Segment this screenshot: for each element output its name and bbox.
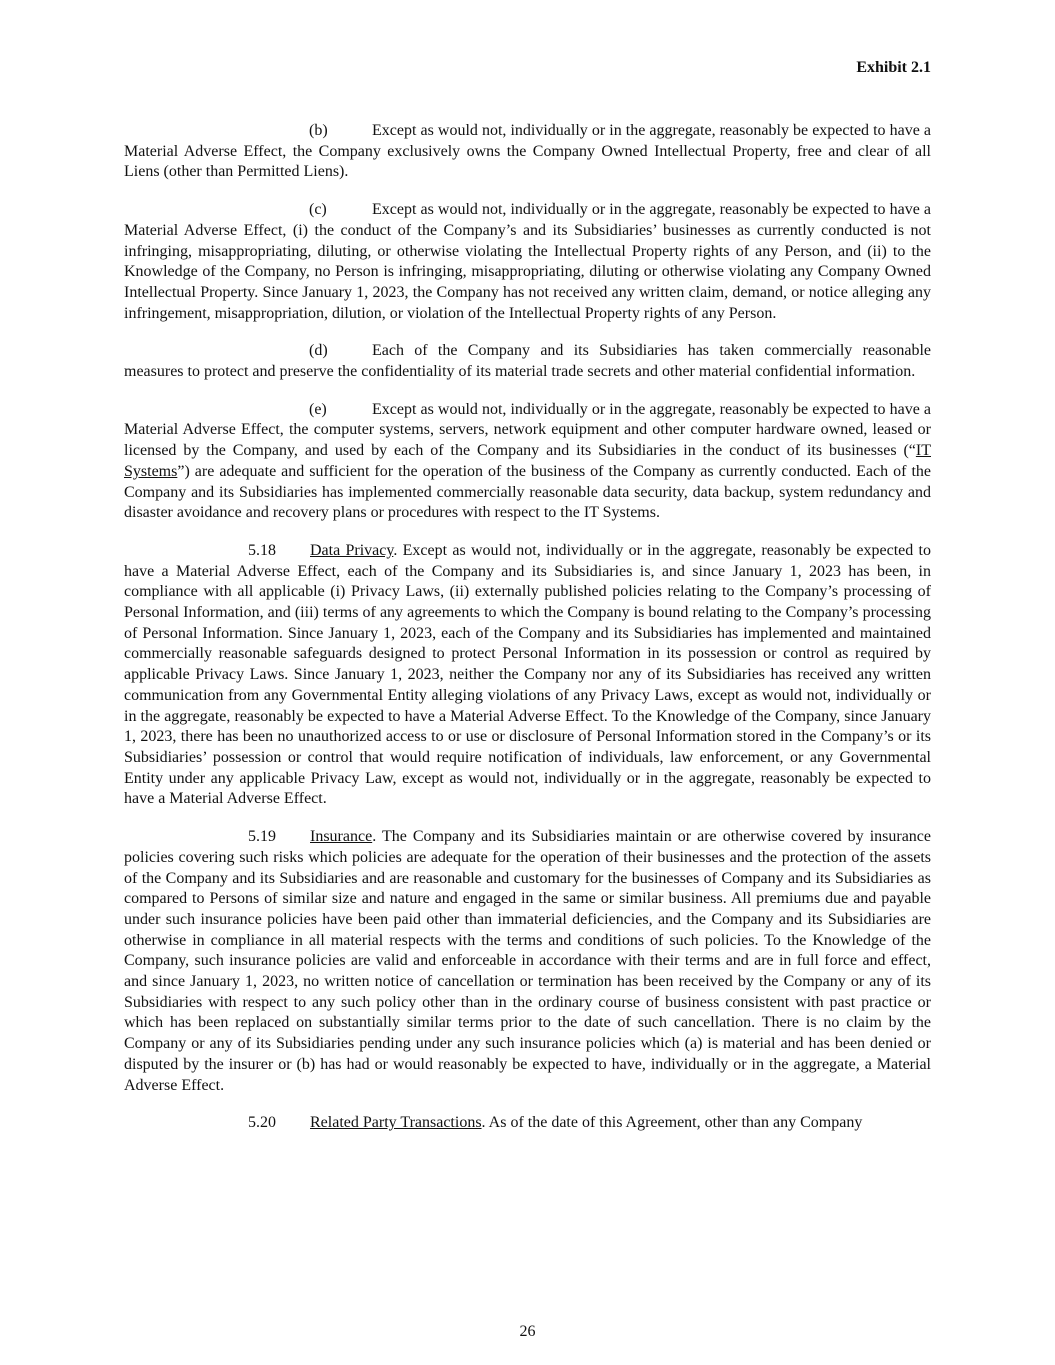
paragraph-d	[124, 341, 931, 382]
section-text: . Except as would not, individually or in the aggregate, reasonably be expected to have a Material Adverse Effect, each of the Company and its Subsidiaries is, and since January 1, 2023 has been, in compliance with all applicable (i) Privacy Laws, (ii) externally published policies relating to the Company’s processing of Personal Information, and (iii) terms of any agreements to which the Company is bound relating to the Company’s processing of Personal Information. Since January 1, 2023, each of the Company and its Subsidiaries has implemented and maintained commercially reasonable safeguards designed to protect Personal Information in its possession or control as required by applicable Privacy Laws. Since January 1, 2023, neither the Company nor any of its Subsidiaries has received any written communication from any Governmental Entity alleging violations of any Privacy Laws, except as would not, individually or in the aggregate, reasonably be expected to have a Material Adverse Effect. To the Knowledge of the Company, since January 1, 2023, there has been no unauthorized access to or use or disclosure of Personal Information stored in the Company’s or its Subsidiaries’ possession or control that would require notification of individuals, law enforcement, or any Governmental Entity under any applicable Privacy Law, except as would not, individually or in the aggregate, reasonably be expected to have a Material Adverse Effect.	[124, 541, 931, 808]
section-number: 5.19	[248, 828, 276, 846]
section-heading: Insurance	[310, 828, 373, 846]
section-5-18	[124, 541, 931, 810]
section-text: . The Company and its Subsidiaries maintain or are otherwise covered by insurance policies covering such risks which policies are adequate for the operation of their businesses and the protection of the assets of the Company and its Subsidiaries and are reasonable and customary for the businesses of Company and its Subsidiaries as compared to Persons of similar size and nature and engaged in the same or similar business. All premiums due and payable under such insurance policies have been paid other than immaterial deficiencies, and the Company and its Subsidiaries are otherwise in compliance in all material respects with the terms and conditions of such policies. To the Knowledge of the Company, such insurance policies are valid and enforceable in accordance with their terms and are in full force and effect, and since January 1, 2023, no written notice of cancellation or termination has been received by the Company or any of its Subsidiaries with respect to any such policy other than in the ordinary course of business consistent with past practice or which has been replaced on substantially similar terms prior to the date of such cancellation. There is no claim by the Company or any of its Subsidiaries pending under any such insurance policies which (a) is material and has been denied or disputed by the insurer or (b) has had or would reasonably be expected to have, individually or in the aggregate, a Material Adverse Effect.	[124, 828, 931, 1094]
paragraph-e	[124, 400, 931, 524]
page-number: 26	[519, 1323, 536, 1340]
paragraph-label: (c)	[309, 201, 327, 219]
paragraph-c	[124, 200, 931, 324]
section-number: 5.18	[248, 541, 276, 559]
section-heading: Data Privacy	[310, 541, 394, 559]
section-number: 5.20	[248, 1114, 276, 1132]
paragraph-label: (d)	[309, 342, 328, 360]
paragraph-text-after: ”) are adequate and sufficient for the operation of the business of the Company as currently conducted. Each of the Company and its Subsidiaries has implemented commercially reasonable data security, data backup, system redundancy and disaster avoidance and recovery plans or procedures with respect to the IT Systems.	[124, 462, 931, 522]
paragraph-label: (e)	[309, 400, 327, 418]
section-heading: Related Party Transactions	[310, 1114, 482, 1132]
section-text: . As of the date of this Agreement, other than any Company	[481, 1114, 863, 1132]
paragraph-text: Each of the Company and its Subsidiaries has taken commercially reasonable measures to protect and preserve the confidentiality of its material trade secrets and other material confidential information.	[124, 342, 931, 381]
paragraph-text-before: Except as would not, individually or in the aggregate, reasonably be expected to have a Material Adverse Effect, the computer systems, servers, network equipment and other computer hardware owned, leased or licensed by the Company, and used by each of the Company and its Subsidiaries in the conduct of its businesses (“	[124, 400, 931, 460]
paragraph-label: (b)	[309, 122, 328, 139]
document-body	[124, 121, 931, 1134]
exhibit-label: Exhibit 2.1	[856, 59, 931, 76]
section-5-20	[124, 1113, 931, 1134]
paragraph-text: Except as would not, individually or in the aggregate, reasonably be expected to have a Material Adverse Effect, (i) the conduct of the Company’s and its Subsidiaries’ businesses as currently conducted is not infringing, misappropriating, diluting, or otherwise violating the Intellectual Property rights of any Person, and (ii) to the Knowledge of the Company, no Person is infringing, misappropriating, diluting or otherwise violating any Company Owned Intellectual Property. Since January 1, 2023, the Company has not received any written claim, demand, or notice alleging any infringement, misappropriation, dilution, or violation of the Intellectual Property rights of any Person.	[124, 201, 931, 322]
defined-term-it-systems: IT Systems	[124, 442, 931, 480]
section-5-19	[124, 827, 931, 1096]
paragraph-b	[124, 121, 931, 183]
paragraph-text: Except as would not, individually or in the aggregate, reasonably be expected to have a Material Adverse Effect, the Company exclusively owns the Company Owned Intellectual Property, free and clear of all Liens (other than Permitted Liens).	[124, 122, 931, 181]
